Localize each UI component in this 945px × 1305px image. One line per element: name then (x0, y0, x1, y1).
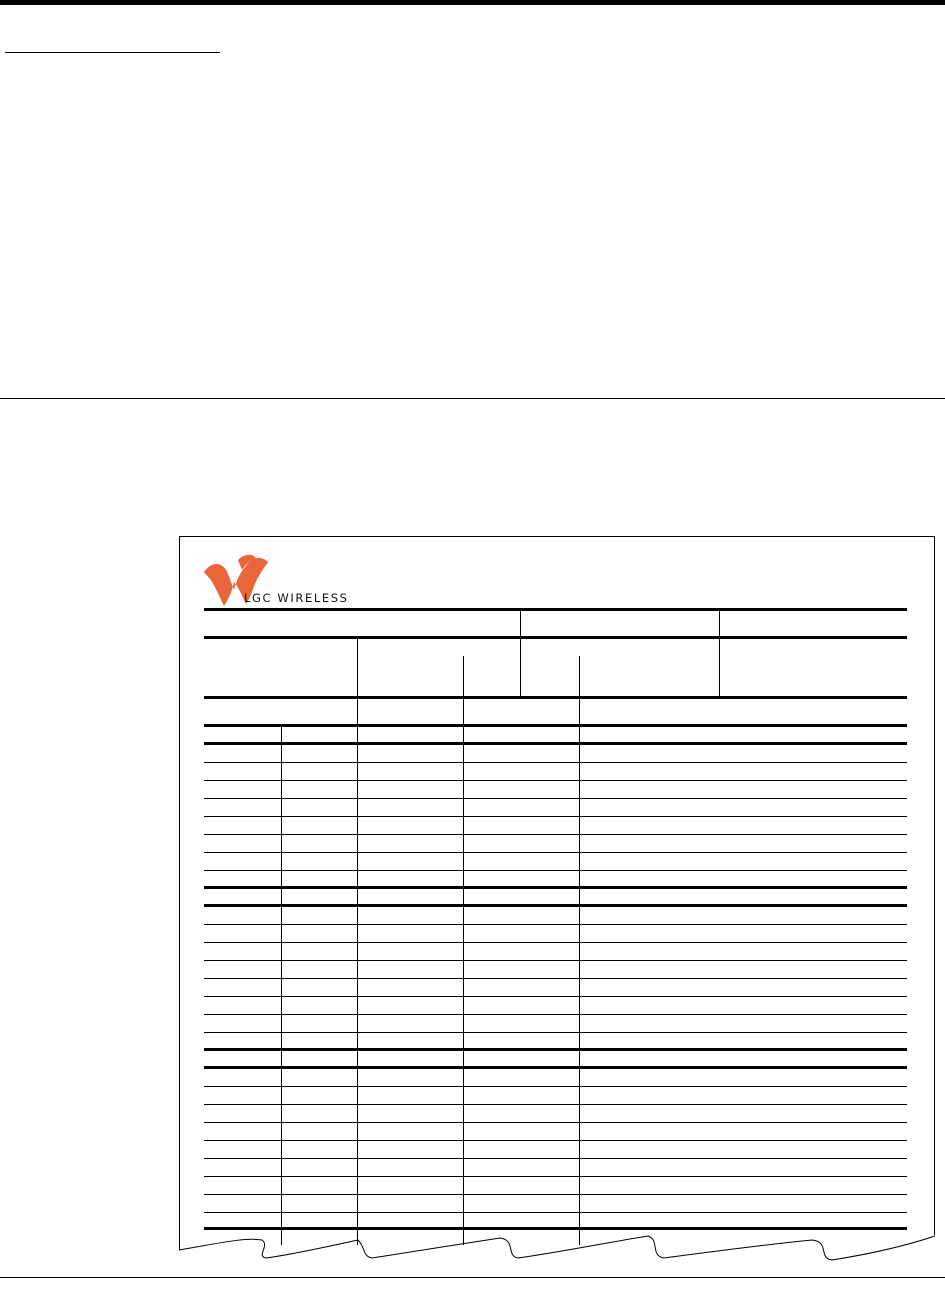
torn-bottom-edge (179, 1236, 935, 1260)
logo (204, 555, 349, 606)
form-header (204, 609, 907, 698)
bottom-rule (0, 1277, 945, 1278)
form-table-grid (204, 697, 907, 1245)
logo-text: LGC WIRELESS (244, 591, 349, 605)
form-outer-border (179, 536, 935, 1250)
